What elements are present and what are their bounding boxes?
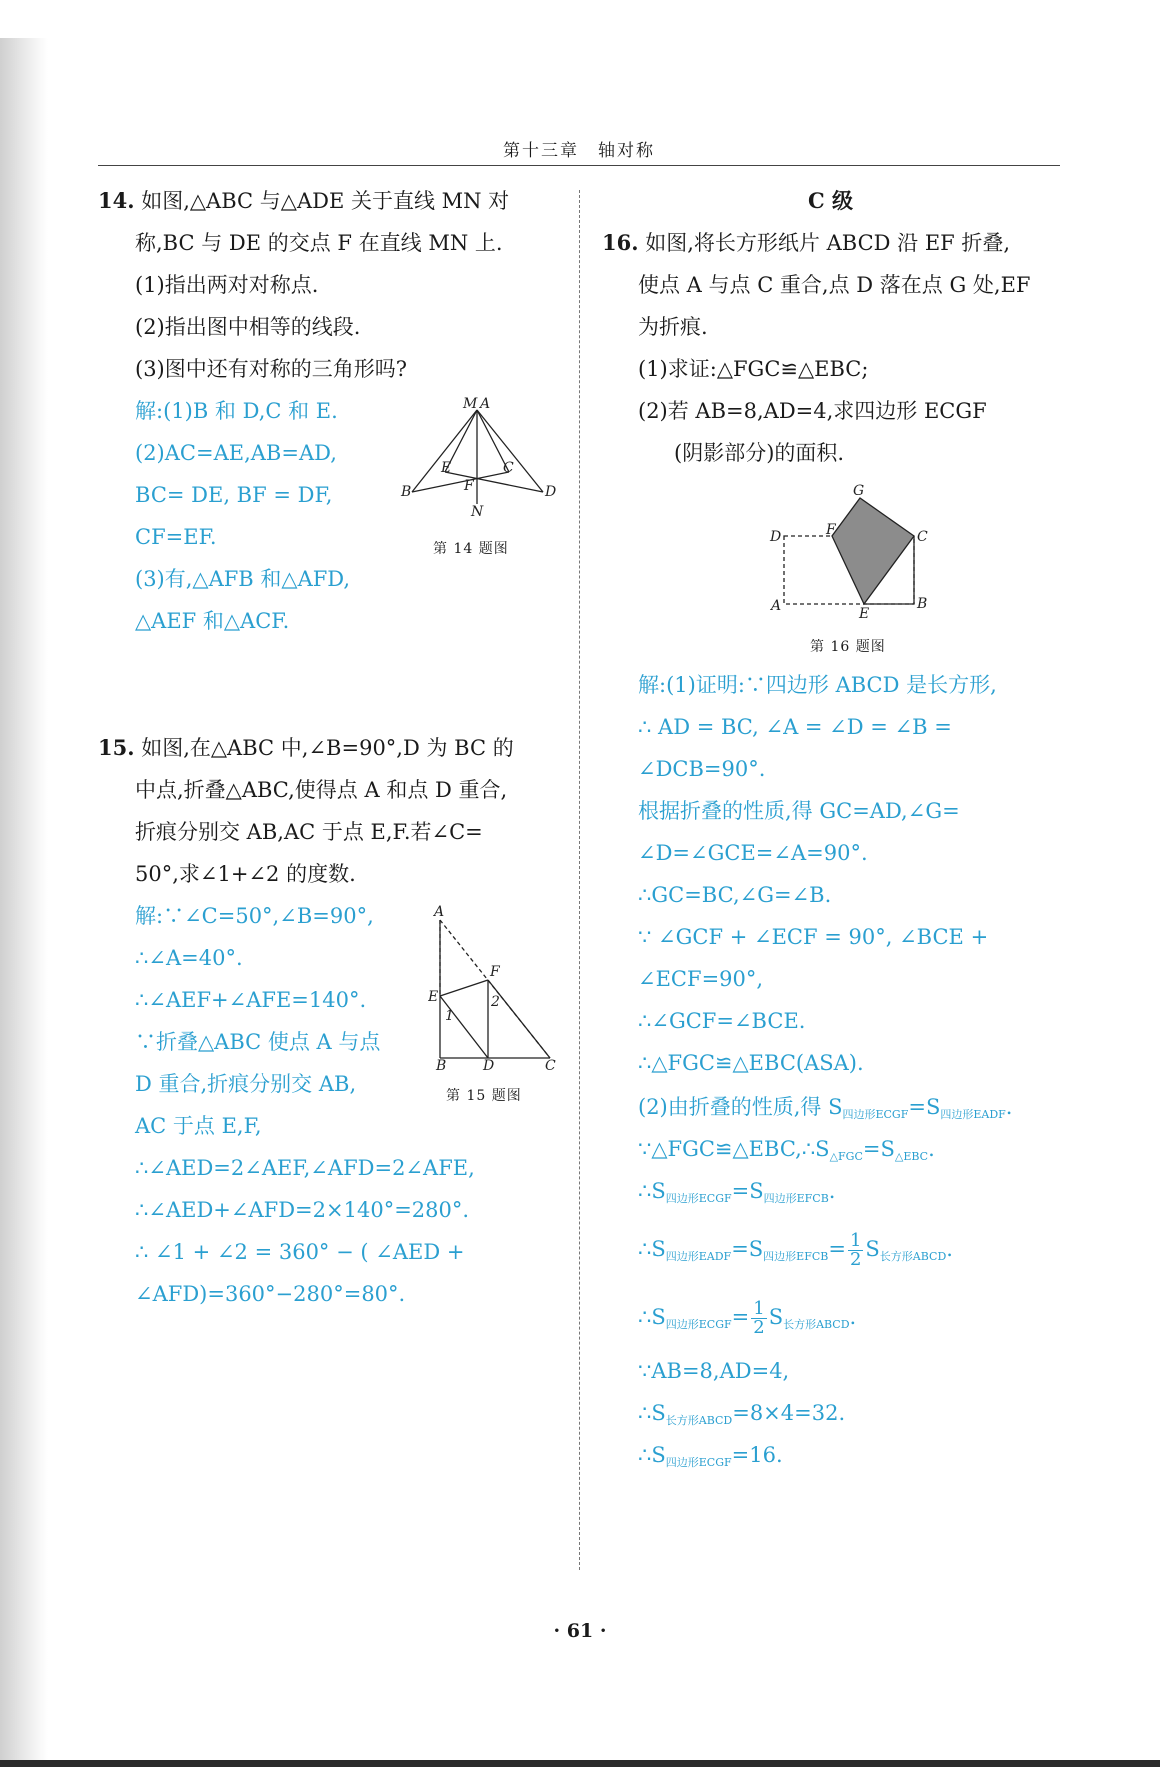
label-d: D bbox=[770, 529, 782, 545]
segment-ad bbox=[477, 410, 543, 492]
q16-solution-14: $\therefore S_{四边形EADF}=S_{四边形EFCB}=$ $\frac{1}{2}$ $S_{长方形ABCD}$. bbox=[638, 1230, 953, 1270]
q16-figure bbox=[760, 478, 940, 618]
q16-solution-13: $\therefore S_{四边形ECGF}=S_{四边形EFCB}$. bbox=[638, 1179, 836, 1205]
q16-solution-10: ∴△FGC≌△EBC(ASA). bbox=[638, 1051, 864, 1075]
label-e: E bbox=[441, 460, 452, 476]
page-number: · 61 · bbox=[553, 1620, 607, 1642]
label-a: A bbox=[480, 396, 491, 412]
label-a: A bbox=[434, 904, 445, 920]
page-shadow bbox=[0, 38, 48, 1760]
label-d: D bbox=[483, 1058, 495, 1070]
label-d: D bbox=[545, 484, 557, 500]
q16-stem-line-2: 使点 A 与点 C 重合,点 D 落在点 G 处,EF bbox=[638, 273, 1031, 297]
label-e: E bbox=[859, 606, 870, 618]
level-heading: C 级 bbox=[808, 188, 854, 213]
q14-solution-4: CF=EF. bbox=[135, 525, 217, 549]
q15-solution-3: ∴∠AEF+∠AFE=140°. bbox=[135, 988, 367, 1012]
label-g: G bbox=[853, 483, 865, 499]
q16-number: 16. bbox=[602, 230, 639, 255]
q16-part-1: (1)求证:△FGC≌△EBC; bbox=[638, 357, 869, 381]
label-f: F bbox=[826, 522, 836, 538]
segment-fc bbox=[488, 980, 550, 1058]
q16-part-2b: (阴影部分)的面积. bbox=[674, 441, 845, 465]
q16-solution-11: (2)由折叠的性质,得 $S_{四边形ECGF}=S_{四边形EADF}$. bbox=[638, 1095, 1013, 1121]
q16-solution-8: ∠ECF=90°, bbox=[638, 967, 764, 991]
q16-solution-18: $\therefore S_{四边形ECGF}=16$. bbox=[638, 1443, 783, 1469]
label-c: C bbox=[917, 529, 928, 545]
fraction-half: $\frac{1}{2}$ bbox=[849, 1230, 862, 1270]
q15-solution-4: ∵折叠△ABC 使点 A 与点 bbox=[135, 1030, 381, 1054]
q16-solution-2: ∴ AD = BC, ∠A = ∠D = ∠B = bbox=[638, 715, 952, 739]
q15-stem-line-4: 50°,求∠1+∠2 的度数. bbox=[135, 862, 356, 886]
label-e: E bbox=[428, 989, 439, 1005]
label-f: F bbox=[490, 964, 500, 980]
q14-part-1: (1)指出两对对称点. bbox=[135, 273, 319, 297]
header-rule bbox=[98, 165, 1060, 166]
q15-solution-8: ∴∠AED+∠AFD=2×140°=280°. bbox=[135, 1198, 470, 1222]
label-c: C bbox=[545, 1058, 556, 1070]
shaded-region-ecgf bbox=[832, 498, 914, 604]
q14-solution-1: 解:(1)B 和 D,C 和 E. bbox=[135, 399, 338, 423]
label-1: 1 bbox=[445, 1008, 454, 1024]
bottom-bar bbox=[0, 1760, 1160, 1767]
q16-stem-line-3: 为折痕. bbox=[638, 315, 708, 339]
q16-stem-line-1: 16. 如图,将长方形纸片 ABCD 沿 EF 折叠, bbox=[602, 230, 1011, 255]
q15-solution-9: ∴ ∠1 + ∠2 = 360° − ( ∠AED + bbox=[135, 1240, 465, 1264]
label-n: N bbox=[471, 504, 484, 520]
q15-solution-1: 解:∵∠C=50°,∠B=90°, bbox=[135, 904, 374, 928]
q16-solution-6: ∴GC=BC,∠G=∠B. bbox=[638, 883, 832, 907]
q16-solution-4: 根据折叠的性质,得 GC=AD,∠G= bbox=[638, 799, 960, 823]
q16-solution-15: $\therefore S_{四边形ECGF}=$ $\frac{1}{2}$ $S_{长方形ABCD}$. bbox=[638, 1298, 857, 1338]
segment-ed bbox=[440, 996, 488, 1058]
q15-stem-line-3: 折痕分别交 AB,AC 于点 E,F.若∠C= bbox=[135, 820, 483, 844]
label-b: B bbox=[401, 484, 412, 500]
q16-solution-17: $\therefore S_{长方形ABCD}=8\times 4=32$. bbox=[638, 1401, 846, 1427]
column-divider bbox=[579, 190, 580, 1570]
q14-solution-3: BC= DE, BF = DF, bbox=[135, 483, 333, 507]
q14-part-2: (2)指出图中相等的线段. bbox=[135, 315, 361, 339]
q14-solution-2: (2)AC=AE,AB=AD, bbox=[135, 441, 337, 465]
q14-part-3: (3)图中还有对称的三角形吗? bbox=[135, 357, 408, 381]
q15-solution-10: ∠AFD)=360°−280°=80°. bbox=[135, 1282, 406, 1306]
q15-solution-6: AC 于点 E,F, bbox=[135, 1114, 262, 1138]
q15-figure-caption: 第 15 题图 bbox=[446, 1088, 522, 1104]
q15-solution-2: ∴∠A=40°. bbox=[135, 946, 243, 970]
q16-solution-1: 解:(1)证明:∵四边形 ABCD 是长方形, bbox=[638, 673, 997, 697]
q15-number: 15. bbox=[98, 735, 135, 760]
q15-stem-line-2: 中点,折叠△ABC,使得点 A 和点 D 重合, bbox=[135, 778, 508, 802]
q15-solution-5: D 重合,折痕分别交 AB, bbox=[135, 1072, 357, 1096]
label-b: B bbox=[436, 1058, 447, 1070]
label-c: C bbox=[503, 460, 514, 476]
fraction-half-2: $\frac{1}{2}$ bbox=[753, 1298, 765, 1338]
chapter-header: 第十三章 轴对称 bbox=[503, 141, 655, 161]
label-a: A bbox=[771, 598, 782, 614]
q14-solution-6: △AEF 和△ACF. bbox=[135, 609, 290, 633]
q16-part-2a: (2)若 AB=8,AD=4,求四边形 ECGF bbox=[638, 399, 987, 423]
crease-ef bbox=[440, 980, 488, 996]
q14-figure bbox=[395, 392, 565, 522]
q16-solution-3: ∠DCB=90°. bbox=[638, 757, 766, 781]
q16-solution-9: ∴∠GCF=∠BCE. bbox=[638, 1009, 806, 1033]
q16-solution-16: ∵AB=8,AD=4, bbox=[638, 1359, 790, 1383]
q16-solution-7: ∵ ∠GCF + ∠ECF = 90°, ∠BCE + bbox=[638, 925, 989, 949]
q16-figure-caption: 第 16 题图 bbox=[810, 639, 886, 655]
q14-stem-line-2: 称,BC 与 DE 的交点 F 在直线 MN 上. bbox=[135, 231, 503, 255]
q14-solution-5: (3)有,△AFB 和△AFD, bbox=[135, 567, 351, 591]
label-f: F bbox=[464, 478, 474, 494]
q14-figure-caption: 第 14 题图 bbox=[433, 541, 509, 557]
q15-figure bbox=[428, 900, 563, 1070]
q16-solution-12: $\because\triangle FGC≌\triangle EBC,\therefore S_{\triangle FGC}=S_{\triangle EBC}$. bbox=[638, 1137, 935, 1163]
label-m: M bbox=[463, 396, 478, 412]
q15-solution-7: ∴∠AED=2∠AEF,∠AFD=2∠AFE, bbox=[135, 1156, 475, 1180]
label-2: 2 bbox=[491, 994, 500, 1010]
label-b: B bbox=[917, 596, 928, 612]
q15-stem-line-1: 15. 如图,在△ABC 中,∠B=90°,D 为 BC 的 bbox=[98, 735, 514, 760]
q14-stem-line-1: 14. 如图,△ABC 与△ADE 关于直线 MN 对 bbox=[98, 188, 510, 213]
q14-number: 14. bbox=[98, 188, 135, 213]
q16-solution-5: ∠D=∠GCE=∠A=90°. bbox=[638, 841, 868, 865]
